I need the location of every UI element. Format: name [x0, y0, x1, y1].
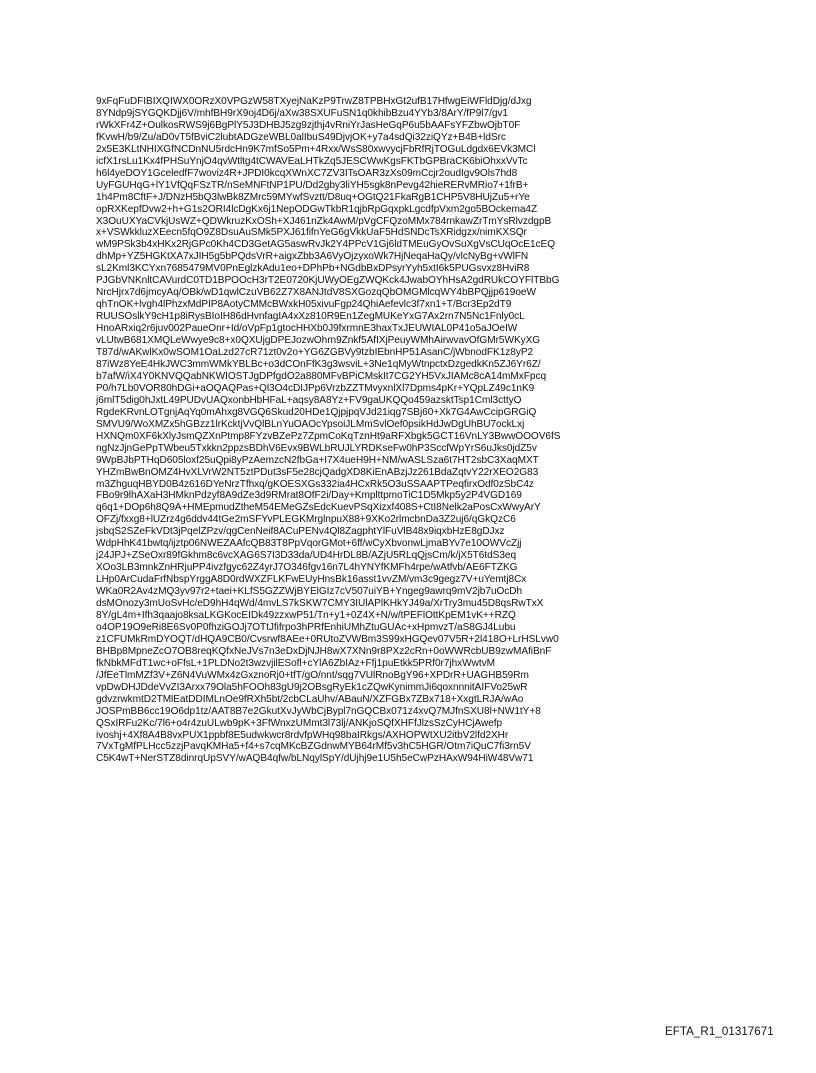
encoded-text-line: X3OuUXYaCVkjUsWZ+QDWkruzKxOSh+XJ461nZk4AwM/pVgCFQzoMMx784rnkawZrTmYsRlvzdgpB — [96, 215, 552, 227]
encoded-text-line: icfX1rsLu1Kx4fPHSuYnjO4qvWtltg4tCWAVEaLHTkZq5JESCWwKgsFKTbGPBraCK6biOhxxVvTc — [96, 155, 528, 167]
encoded-text-line: PJGbVNKnltCAVurdC0TD1BPOOcH3rT2E0720KjUWyOEgZWQKck4JwabOYhHsA2gdRUkCOYFlTBbG — [96, 275, 560, 287]
encoded-text-line: m3ZhguqHBYD0B4z616DYeNrzTfhxq/gKOESXGs332ia4HCxRk5O3uSSAAPTPeqfirxOdf0zSbC4z — [96, 478, 534, 490]
encoded-text-line: 8Y/gL4m+Ifh3qaajo8ksaLKGKocEIDk49zzxwP51/Tn+y1+0Z4X+N/w/tPEFlOttKpEM1vK++RZQ — [96, 609, 516, 621]
encoded-text-line: WKa0R2Av4zMQ3yv97r2+taei+KLfS5GZZWjBYElGIz7cV507uiYB+Yngeg9awrq9mV2jb7uOcDh — [96, 586, 523, 598]
encoded-text-line: HnoARxiq2r6juv002PaueOnr+Id/oVpFp1gtocHHXb0J9fxrmnE3haxTxJEUWIAL0P41o5aJOeIW — [96, 323, 518, 335]
encoded-text-line: o4OP19O9eRi8E6Sv0P0fhziGOJj7OTtJfifrpo3hPRfEnhiUMhZtuGUAc+xHpmvzT/aS8GJ4Lubu — [96, 621, 516, 633]
encoded-text-line: 9xFqFuDFIBIXQIWX0ORzX0VPGzW58TXyejNaKzP9TrwZ8TPBHxGt2ufB17HfwgEiWFldDjg/dJxg — [96, 96, 532, 107]
encoded-text-line: /JfEeTlmMZf3V+Z6N4VuWMx4zGxznoRj0+tfT/gO/nnt/sqg7VUlRnoBgY96+XPDrR+UAGHB59Rm — [96, 669, 529, 681]
encoded-text-line: 9WpBJbPTHqD605loxf25uQpi8yPzAemzcN2fbGa+I7X4ueH9H+NM/wASLSza6t7HT2sbC3XaqMXT — [96, 454, 539, 466]
encoded-text-line: 8YNdp9jSYGQKDjj6V/mhfBH9rX9oj4D6j/aXw38SXUFuSN1q0khibBzu4YYb3/8ArY/fP9l7/gv1 — [96, 107, 508, 119]
encoded-text-line: RgdeKRvnLOTgnjAqYq0mAhxg8VGQ6Skud20HDe1QjpjpqVJd21iqg7SBj60+Xk7G4AwCcipGRGiQ — [96, 406, 537, 418]
encoded-text-line: fKvwH/b9/Zu/aD0vT5fBviC2lubtADGzeWBL0alIbuS49DjvjOK+y7a4sdQi32ziQYz+B4B+ldSrc — [96, 131, 506, 143]
encoded-text-line: C5K4wT+NerSTZ8dinrqUpSVY/wAQB4qfw/bLNqylSpY/dUjhj9e1U5h5eCwPzHAxW94HiW48Vw71 — [96, 753, 534, 765]
encoded-text-line: LHp0ArCudaFrfNbspYrggA8D0rdWXZFLKFwEUyHnsBk16asst1vvZM/vm3c9gegz7V+uYemtj8Cx — [96, 574, 527, 586]
encoded-text-line: z1CFUMkRmDYOQT/dHQA9CB0/Cvsrwf8AEe+0RUtoZVWBm3S99xHGQev07V5R+2l418O+LrHSLvw0 — [96, 633, 559, 645]
encoded-text-line: dhMp+YZ5HGKtXA7xJIH5g5bPQdsVrR+aigxZbb3A6VyOjzyxoWk7HjNeqaHaQy/vlcNyBg+vWlFN — [96, 251, 529, 263]
encoded-text-line: BHBp8MpneZcO7OB8reqKQfxNeJVs7n3eDxDjNJH8wX7XNn9r8PXz2cRn+0oWWRcbUB9zwMAfiBnF — [96, 645, 552, 657]
encoded-text-line: 87iWz8YeE4HkJWC3mmWMkYBLBc+o3dCOnFfK3g3wsviL+3Ne1qMyWtnpctxDzgedkKn5ZJ6Yr6Z/ — [96, 358, 541, 370]
encoded-text-line: jsbqS2SZeFkVDt3jPqelZPzv/qgCenNeif8ACuPENv4Ql8ZagphtYlFuVlB48x9iqxbHzE8gDJxz — [96, 526, 505, 538]
encoded-text-line: vLUtwB681XMQLeWwye9c8+x0QXUjgDPEJozwOhrn9Znkf5AfIXjPeuyWMhAirwvavOfGMr5WKyXG — [96, 335, 541, 347]
encoded-text-line: P0/h7Lb0VOR80hDGi+aOQAQPas+Ql3O4cDIJPp6VrzbZZTMvyxnlXl7Dpms4pKr+YQpLZ49c1nK9 — [96, 382, 535, 394]
encoded-text-line: wM9PSk3b4xHKx2RjGPc0Kh4CD3GetAG5aswRvJk2Y4PPcV1Gj6ldTMEuGyOvSuXgVsCUqOcE1cEQ — [96, 239, 556, 251]
encoded-text-line: vpDwDHJDdeVvZI3Arxx79Ola5hFOOh83gU9j2OBsgRyEk1cZQwKynimmJi6qoxnnnitAIFVo25wR — [96, 681, 528, 693]
encoded-text-line: HXNQm0XF6kXlyJsmQZXnPtmp8FYzvBZePz7ZpmCoKqTznHt9aRFXbgk5GCT16VnLY3BwwOOOV6fS — [96, 430, 561, 442]
encoded-text-line: FBo9r9lhAXaH3HMknPdzyf8A9dZe3d9RMrat8OfF2i/Day+KmplttpmoTiC1D5Mkp5y2P4VGD169 — [96, 490, 522, 502]
encoded-text-line: XOo3LB3mnkZnHRjuPP4ivzfgyc62Z4yrJ7O346fgv16n7L4hYNYfKMFh4rpe/wAtfvb/AE6FTZKG — [96, 562, 518, 574]
encoded-text-line: YHZmBwBnOMZ4HvXLVrW2NT5ztPDut3sF5e28cjQadgXD8KiEnABzjJz261BdaZqtvY22rXEO2G83 — [96, 466, 539, 478]
encoded-text-line: SMVU9/WoXMZx5hGBzz1lrKcktjVvQlBLnYuOAOcYpsoiJLMmSvlOef0psikHdJwDgUhBU7ockLxj — [96, 418, 525, 430]
encoded-text-line: q6q1+DOp6h8Q9A+HMEpmudZtheM54EMeGZsEdcKuevPSqXizxf408S+CtI8Nelk2aPosCxWwyArY — [96, 502, 541, 514]
encoded-text-line: RUUSOslkY9cH1p8iRysBIoIH86dHvnfagIA4xXz810R9En1ZegMUKeYxG7Ax2rn7N5Nc1Fnly0cL — [96, 311, 525, 323]
encoded-text-line: gdvzrwkmtD2TMlEatDDIMLnOe9fRXh5bt/2cbCLaUhv/ABauN/XZFGBx7ZBx718+XxgtLRJA/wAo — [96, 693, 524, 705]
encoded-text-line: 2x5E3KLtNHIXGfNCDnNU5rdcHn9K7mfSo5Pm+4Rxx/WsS80xwvycjFbRfRjTOGuLdgdx6EVk3MCl — [96, 143, 536, 155]
encoded-text-line: j6mlT5dig0hJxtL49PUDvUAQxonbHbHFaL+aqsy8A8Yz+FV9gaUKQQo459azsktTsp1Cml3cttyO — [96, 394, 522, 406]
encoded-text-line: qhTnOK+lvgh4lPhzxMdPIP8AotyCMMcBWxkH05xivuFgp24QhiAefevlc3f7xn1+T/Bcr3Ep2dT9 — [96, 299, 512, 311]
encoded-text-line: h6l4yeDOY1GceledfF7woviz4R+JPDI0kcqXWnXC7ZV3ITsOAR3zXs09mCcjr2oudIgv9Ols7hd8 — [96, 167, 518, 179]
encoded-text-line: j24JPJ+ZSeOxr89fGkhm8c6vcXAG6S7I3D33da/UD4HrDL8B/AZjU5RLqQjsCm/k/jX5T6tdS3eq — [96, 550, 517, 562]
encoded-text-line: x+VSWkkluzXEecn5fqO9Z8DsuAuSMk5PXJ61fifnYeG6gVkkUaF5HdSNDcTsXRidgzx/nimKXSQr — [96, 227, 527, 239]
encoded-text-line: QSxIRFu2Kc/7l6+o4r4zuULwb9pK+3FfWnxzUMmt3l73lj/ANKjoSQfXHFfJlzsSzCyHCjAwefp — [96, 717, 503, 729]
encoded-text-line: T87d/wAKwlKx0wSOM1OaLzd27cR71zt0v2o+YG6ZGBVy9tzbIEbnHP51AsanC/jWbnodFK1z8yP2 — [96, 347, 534, 359]
encoded-text-line: 7VxTgMfPLHcc5zzjPavqKMHa5+f4+s7cqMKcBZGdnwMYB64rMf5v3hC5HGR/Otm7iQuC7fi3rn5V — [96, 741, 531, 753]
encoded-text-line: b7afW/iX4Y0KNVQQabNKWIOSTJgDPfgdO2a880MFvBPiCMskIt7CG2YH5VxJIAMc8cA14mMxFpcq — [96, 370, 547, 382]
encoded-text-line: UyFGUHqG+lY1VfQqFSzTR/nSeMNFtNP1PU/Dd2gby3liYH5sgk8nPevg42hieRERvMRio7+1frB+ — [96, 179, 529, 191]
encoded-text-line: ivoshj+4Xf8A4B8vxPUX1ppbf8E5udwkwcr8rdvfpWHq98baIRkgs/AXHOPWtXU2itbV2lfd2XHr — [96, 729, 509, 741]
encoded-text-line: 1h4Pm8CftF+J/DNzH5bQ3lwBk8ZMrc59MYwfSvztt/D8uq+OGtQ21FkaRgB1CHP5V8HUjZu5+rYe — [96, 191, 530, 203]
encoded-text-line: OFZj/fxxg8+lUZrz4g6ddv44tGe2mSFYvPLEGKMrglnpuX88+9XKo2rlmcbnDa3Z2uj6/qGkQzC6 — [96, 514, 516, 526]
encoded-text-line: rWkXFr4Z+OulkosRWS9j6BgPlY5J3DHBJ5zg9zjthj4vRniYrJasHeGqP6u5bAAFsYFZbwOjbT0F — [96, 119, 521, 131]
encoded-text-line: JOSPmBB6cc19O6dp1tz/AAT8B7e2GkutXvJyWbCjBypl7nGQCBx071z4xvQ7MJfnSXU8l+NW1tY+8 — [96, 705, 541, 717]
encoded-text-line: opRXKepfDvw2+h+G1s2ORI4lcDgKx6j1NepODGwTkbR1qjbRpGqxpkLgcdfpVxm2go5BOckema4Z — [96, 203, 538, 215]
encoded-text-line: fkNbkMFdT1wc+oFfsL+1PLDNo2t3wzvjilESofl+cYlA6ZbIAz+Ffj1puEtkk5PRf0r7jhxWwtvM — [96, 657, 495, 669]
encoded-text-block — [96, 96, 736, 765]
encoded-text-line: ngNzJjnGePpTWbeu5Txkkn2ppzsBDhV6Evx9BWLbRUJLYRDKseFw0hP3SccfWpYrS6uJks0jdZ5v — [96, 442, 537, 454]
encoded-text-line: sL2Kml3KCYxn7685479MV0PnEglzkAdu1eo+DPhPb+NGdbBxDPsyrYyh5xtI6k5PUGsvxz8HviR8 — [96, 263, 530, 275]
document-id-footer: EFTA_R1_01317671 — [665, 1026, 774, 1038]
encoded-text-line: WdpHhK41bwtq/ijztp06NWEZAAfcQB83T8PpVqorGMot+6ff/wCyXbvonwLjmaBYv7e10OWVcZjj — [96, 538, 522, 550]
encoded-text-line: dsMOnozy3mUoSvHc/eD9hH4qWd/4mvLS7kSKW7CMY3IUlAPlKHkYJ49a/XrTry3mu45D8qsRwTxX — [96, 598, 544, 610]
encoded-text-line: NrcHjrx7d6jmcyAq/OBk/wD1qwlCzuVB62Z7X8ANJtdV8SXGozqQbOMGMlcqWY4bBPQjjp619oeW — [96, 287, 536, 299]
